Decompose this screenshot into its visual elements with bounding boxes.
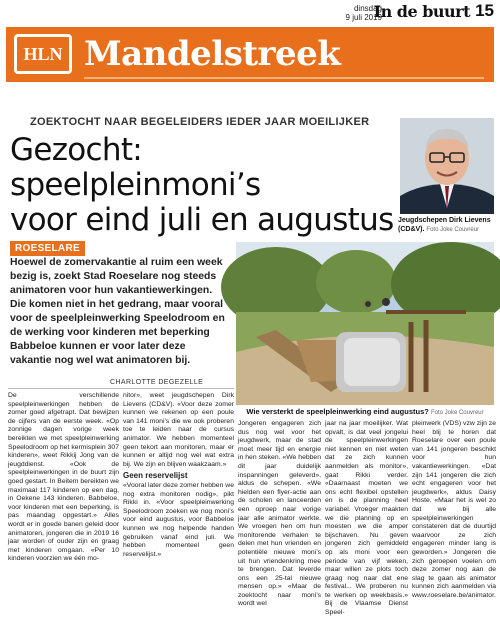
body-column-3: Jongeren engageren zich dus nog wel voor het jeugdwerk, maar de stad moet meer tijd en energie in hen steken. «We hebben dit jaar duidelijk inspanningen geleverd», aldus de schepen. «We hielden een flyer-actie aan de scholen en lanceerden een oproep naar vorige jaar alle animator werkte. We vroegen hen om hun monitorende verhalen te delen met hun vrienden en potentiële nieuwe moni’s uit hun vriendenkring mee te brengen. Dat leverde ons een 25-tal nieuwe mensen op.» «Maar de zoektocht naar moni’s wordt wel — [238, 420, 321, 608]
page-header — [0, 0, 500, 24]
body-column-5: pleinwerk (VDS) vzw zijn ze heel blij te horen dat Roeselare over een poule van 141 jongeren beschikt voor hun vakantiewerkingen. «Dat zijn 141 jongeren die zich echt engageren voor het jeugdwerk», aldus Daisy Hoste. «Maar het is wel zo dat we bij alle speelpleinwerkingen constateren dat de duurtijd waarvoor ze zich engageren minder lang is geworden.» Jongeren die zich geroepen voelen om deze zomer nog aan de slag te gaan als animator kunnen zich aanmelden via www.roeselare.be/animator. — [412, 420, 496, 599]
column-divider — [8, 388, 234, 389]
body-column-2: nitor», weet jeugdschepen Dirk Lievens (CD&V). «Voor deze zomer kunnen we rekenen op een poule van 141 moni’s die we ook proberen toe te leiden naar de cursus animator. We hebben momenteel geen tekort aan monitoren, maar er kunnen er altijd nog wel wat extra bij. We zijn en blijven waakzaam.» Geen reservelijst «Vooral later deze zomer hebben we nog extra monitoren nodig», pikt Rikki in. «Voor speelpleinwerking Speelodroom zoeken we nog moni’s voor eind augustus, voor Babbeloe kunnen we nog helpende handen gebruiken vanaf eind juli. We hebben momenteel geen reservelijst.» — [123, 392, 234, 558]
playground-photo — [236, 242, 494, 405]
article-headline: Gezocht: speelpleinmoni’s voor eind juli en augustus — [10, 132, 394, 238]
photo-caption: Wie versterkt de speelpleinwerking eind augustus? Foto Joke Couvreur — [246, 407, 484, 416]
section-title: In de buurt — [373, 2, 470, 21]
body-column-1: De verschillende speelpleinwerkingen hebben de zomer goed afgetrapt. Dat bewijzen de cijfers van de eerste week. «Op zonnige dagen vorige week bereikten we met speelpleinwerking Speelodroom op het kermisplein 307 kinderen», weet Rikkij Jong van de jeugddienst. «Ook de speelpleinwerkingen in de buurt zijn goed gestart. In Beitem bereikten we maximaal 117 kinderen op een dag, in Oekene 143 kinderen. Babbeloe, voor kinderen met een beperking, is pas maandag opgestart.» Alles wordt er in goede banen geleid door animatoren, jongeren die in 2019 16 jaar worden of ouder zijn en graag met kinderen omgaan. «Per 10 kinderen voorzien we één mo- — [8, 392, 119, 563]
location-tag: ROESELARE — [10, 241, 85, 256]
subheading: Geen reservelijst — [123, 471, 188, 481]
issue-date: dinsdag 9 juli 2019 — [345, 4, 382, 22]
banner-divider — [84, 77, 484, 79]
region-title: Mandelstreek — [84, 34, 341, 74]
region-banner — [6, 27, 494, 82]
page-number: 15 — [475, 1, 494, 20]
article-kicker: ZOEKTOCHT NAAR BEGELEIDERS IEDER JAAR MOEILIJKER — [30, 116, 370, 128]
byline: CHARLOTTE DEGEZELLE — [110, 379, 204, 386]
portrait-photo — [400, 118, 494, 214]
portrait-caption: Jeugdschepen Dirk Lievens (CD&V). Foto Joke Couvreur — [398, 217, 491, 233]
article-lead: Hoewel de zomervakantie al ruim een week bezig is, zoekt Stad Roeselare nog steeds animatoren voor hun vakantiewerkingen. Die komen niet in het gedrang, maar vooral voor de speelpleinwerking Speelodroom en de werking voor kinderen met beperking Babbeloe kunnen er voor later deze vakantie nog wel wat animatoren bij. — [10, 257, 225, 366]
body-column-4: jaar na jaar moeilijker. Wat opvalt, is dat veel jongelui de speelpleinwerkingen niet kennen en niet weten dat ze zich kunnen aanmelden als monitor», gaat Rikki verder. «Daarnaast moeten we ons echt flexibel opstellen en is de planning heel variabel. Vroeger maakten we die planning op en moesten we die amper bijschaven. Nu geven jongeren zich gemiddeld op als moni voor een periode van vijf weken, maar willen ze plots toch graag nog naar dat ene festival... We proberen nu te werken op weekbasis.» Bij de Vlaamse Dienst Speel- — [325, 420, 408, 617]
hln-logo: HLN — [14, 34, 72, 74]
